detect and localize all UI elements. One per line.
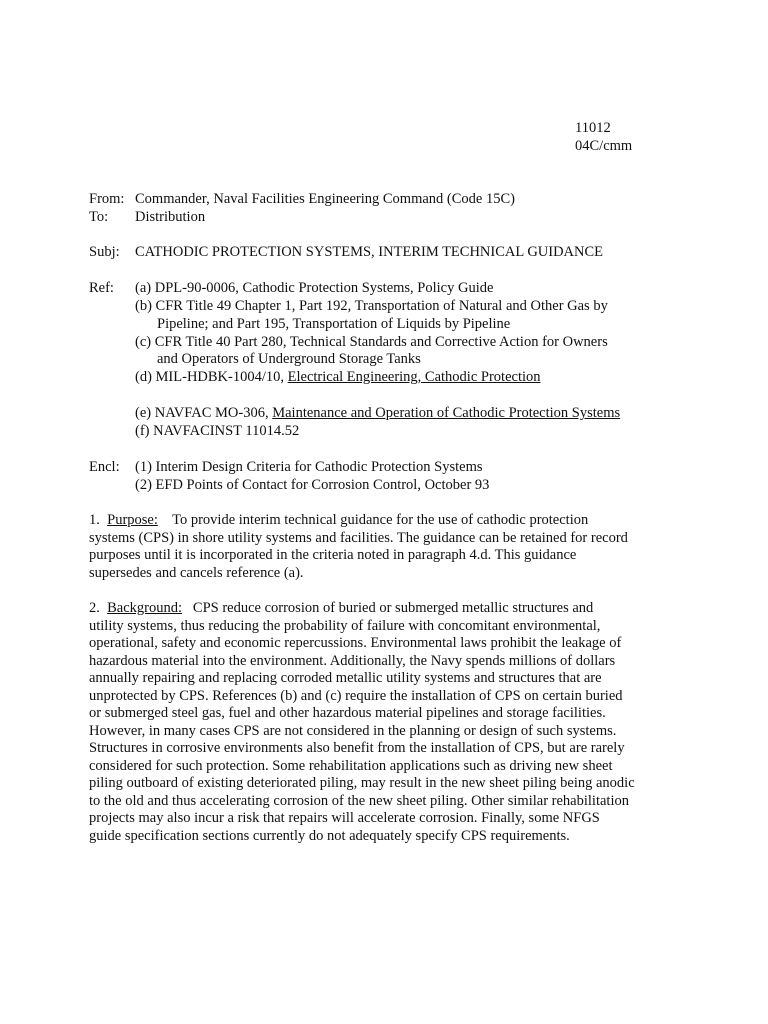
background-paragraph bbox=[89, 600, 659, 845]
ref-d-prefix: (d) MIL-HDBK-1004/10, bbox=[135, 369, 288, 385]
ref-d-title: Electrical Engineering, Cathodic Protection bbox=[287, 369, 541, 385]
background-line: hazardous material into the environment. Additionally, the Navy spends millions of dollars bbox=[89, 652, 616, 669]
background-line: piling outboard of existing deteriorated piling, may result in the new sheet piling being anodic bbox=[89, 775, 635, 791]
background-heading: Background: bbox=[107, 600, 183, 616]
background-line: operational, safety and economic repercussions. Environmental laws prohibit the leakage of bbox=[89, 635, 622, 651]
originator-code: 04C/cmm bbox=[575, 138, 633, 154]
background-line: utility systems, thus reducing the probability of failure with concomitant environmental, bbox=[89, 617, 601, 634]
ref-e-prefix: (e) NAVFAC MO-306, bbox=[135, 405, 273, 421]
purpose-heading: Purpose: bbox=[107, 512, 158, 528]
background-line: However, in many cases CPS are not considered in the planning or design of such systems. bbox=[89, 722, 617, 739]
ref-f: (f) NAVFACINST 11014.52 bbox=[135, 423, 300, 439]
background-line: considered for such protection. Some rehabilitation applications such as driving new sheet bbox=[89, 757, 613, 774]
ref-label: Ref: bbox=[89, 280, 114, 296]
ref-b-line2: Pipeline; and Part 195, Transportation of Liquids by Pipeline bbox=[157, 316, 511, 332]
to-text: Distribution bbox=[135, 209, 206, 225]
purpose-line: systems (CPS) in shore utility systems and facilities. The guidance can be retained for record bbox=[89, 529, 628, 546]
from-text: Commander, Naval Facilities Engineering Command (Code 15C) bbox=[135, 191, 515, 207]
background-line: unprotected by CPS. References (b) and (c) require the installation of CPS on certain buried bbox=[89, 687, 623, 704]
background-line: to the old and thus accelerating corrosion of the new sheet piling. Other similar rehabilitation bbox=[89, 792, 629, 809]
background-line: annually repairing and replacing corroded metallic utility systems and structures that are bbox=[89, 670, 602, 686]
serial-number: 11012 bbox=[575, 120, 611, 136]
background-number: 2. bbox=[89, 600, 100, 616]
ref-e bbox=[135, 405, 620, 423]
from-label: From: bbox=[89, 191, 125, 207]
purpose-paragraph bbox=[89, 512, 659, 582]
purpose-line-text: To provide interim technical guidance for the use of cathodic protection bbox=[172, 512, 589, 528]
background-line: Structures in corrosive environments also benefit from the installation of CPS, but are rarely bbox=[89, 740, 625, 756]
ref-c-line1: (c) CFR Title 40 Part 280, Technical Standards and Corrective Action for Owners bbox=[135, 334, 608, 350]
purpose-line: purposes until it is incorporated in the criteria noted in paragraph 4.d. This guidance bbox=[89, 547, 577, 563]
to-label: To: bbox=[89, 209, 109, 225]
background-line: projects may also incur a risk that repairs will accelerate corrosion. Finally, some NFGS bbox=[89, 810, 600, 826]
background-line bbox=[89, 600, 659, 618]
background-line: guide specification sections currently do not adequately specify CPS requirements. bbox=[89, 827, 570, 844]
encl-2: (2) EFD Points of Contact for Corrosion Control, October 93 bbox=[135, 477, 490, 493]
subj-label: Subj: bbox=[89, 244, 120, 260]
encl-label: Encl: bbox=[89, 459, 120, 475]
subject-text: CATHODIC PROTECTION SYSTEMS, INTERIM TECHNICAL GUIDANCE bbox=[135, 244, 604, 260]
ref-a: (a) DPL-90-0006, Cathodic Protection Systems, Policy Guide bbox=[135, 280, 494, 296]
background-line: or submerged steel gas, fuel and other hazardous material pipelines and storage facilities. bbox=[89, 705, 606, 721]
ref-d bbox=[135, 369, 541, 387]
purpose-number: 1. bbox=[89, 512, 100, 528]
ref-e-title: Maintenance and Operation of Cathodic Protection Systems bbox=[272, 405, 621, 421]
encl-1: (1) Interim Design Criteria for Cathodic Protection Systems bbox=[135, 459, 483, 475]
ref-b-line1: (b) CFR Title 49 Chapter 1, Part 192, Transportation of Natural and Other Gas by bbox=[135, 298, 608, 314]
purpose-line: supersedes and cancels reference (a). bbox=[89, 564, 304, 581]
ref-c-line2: and Operators of Underground Storage Tanks bbox=[157, 351, 421, 367]
purpose-line bbox=[89, 512, 659, 530]
background-line-text: CPS reduce corrosion of buried or submerged metallic structures and bbox=[192, 600, 594, 616]
